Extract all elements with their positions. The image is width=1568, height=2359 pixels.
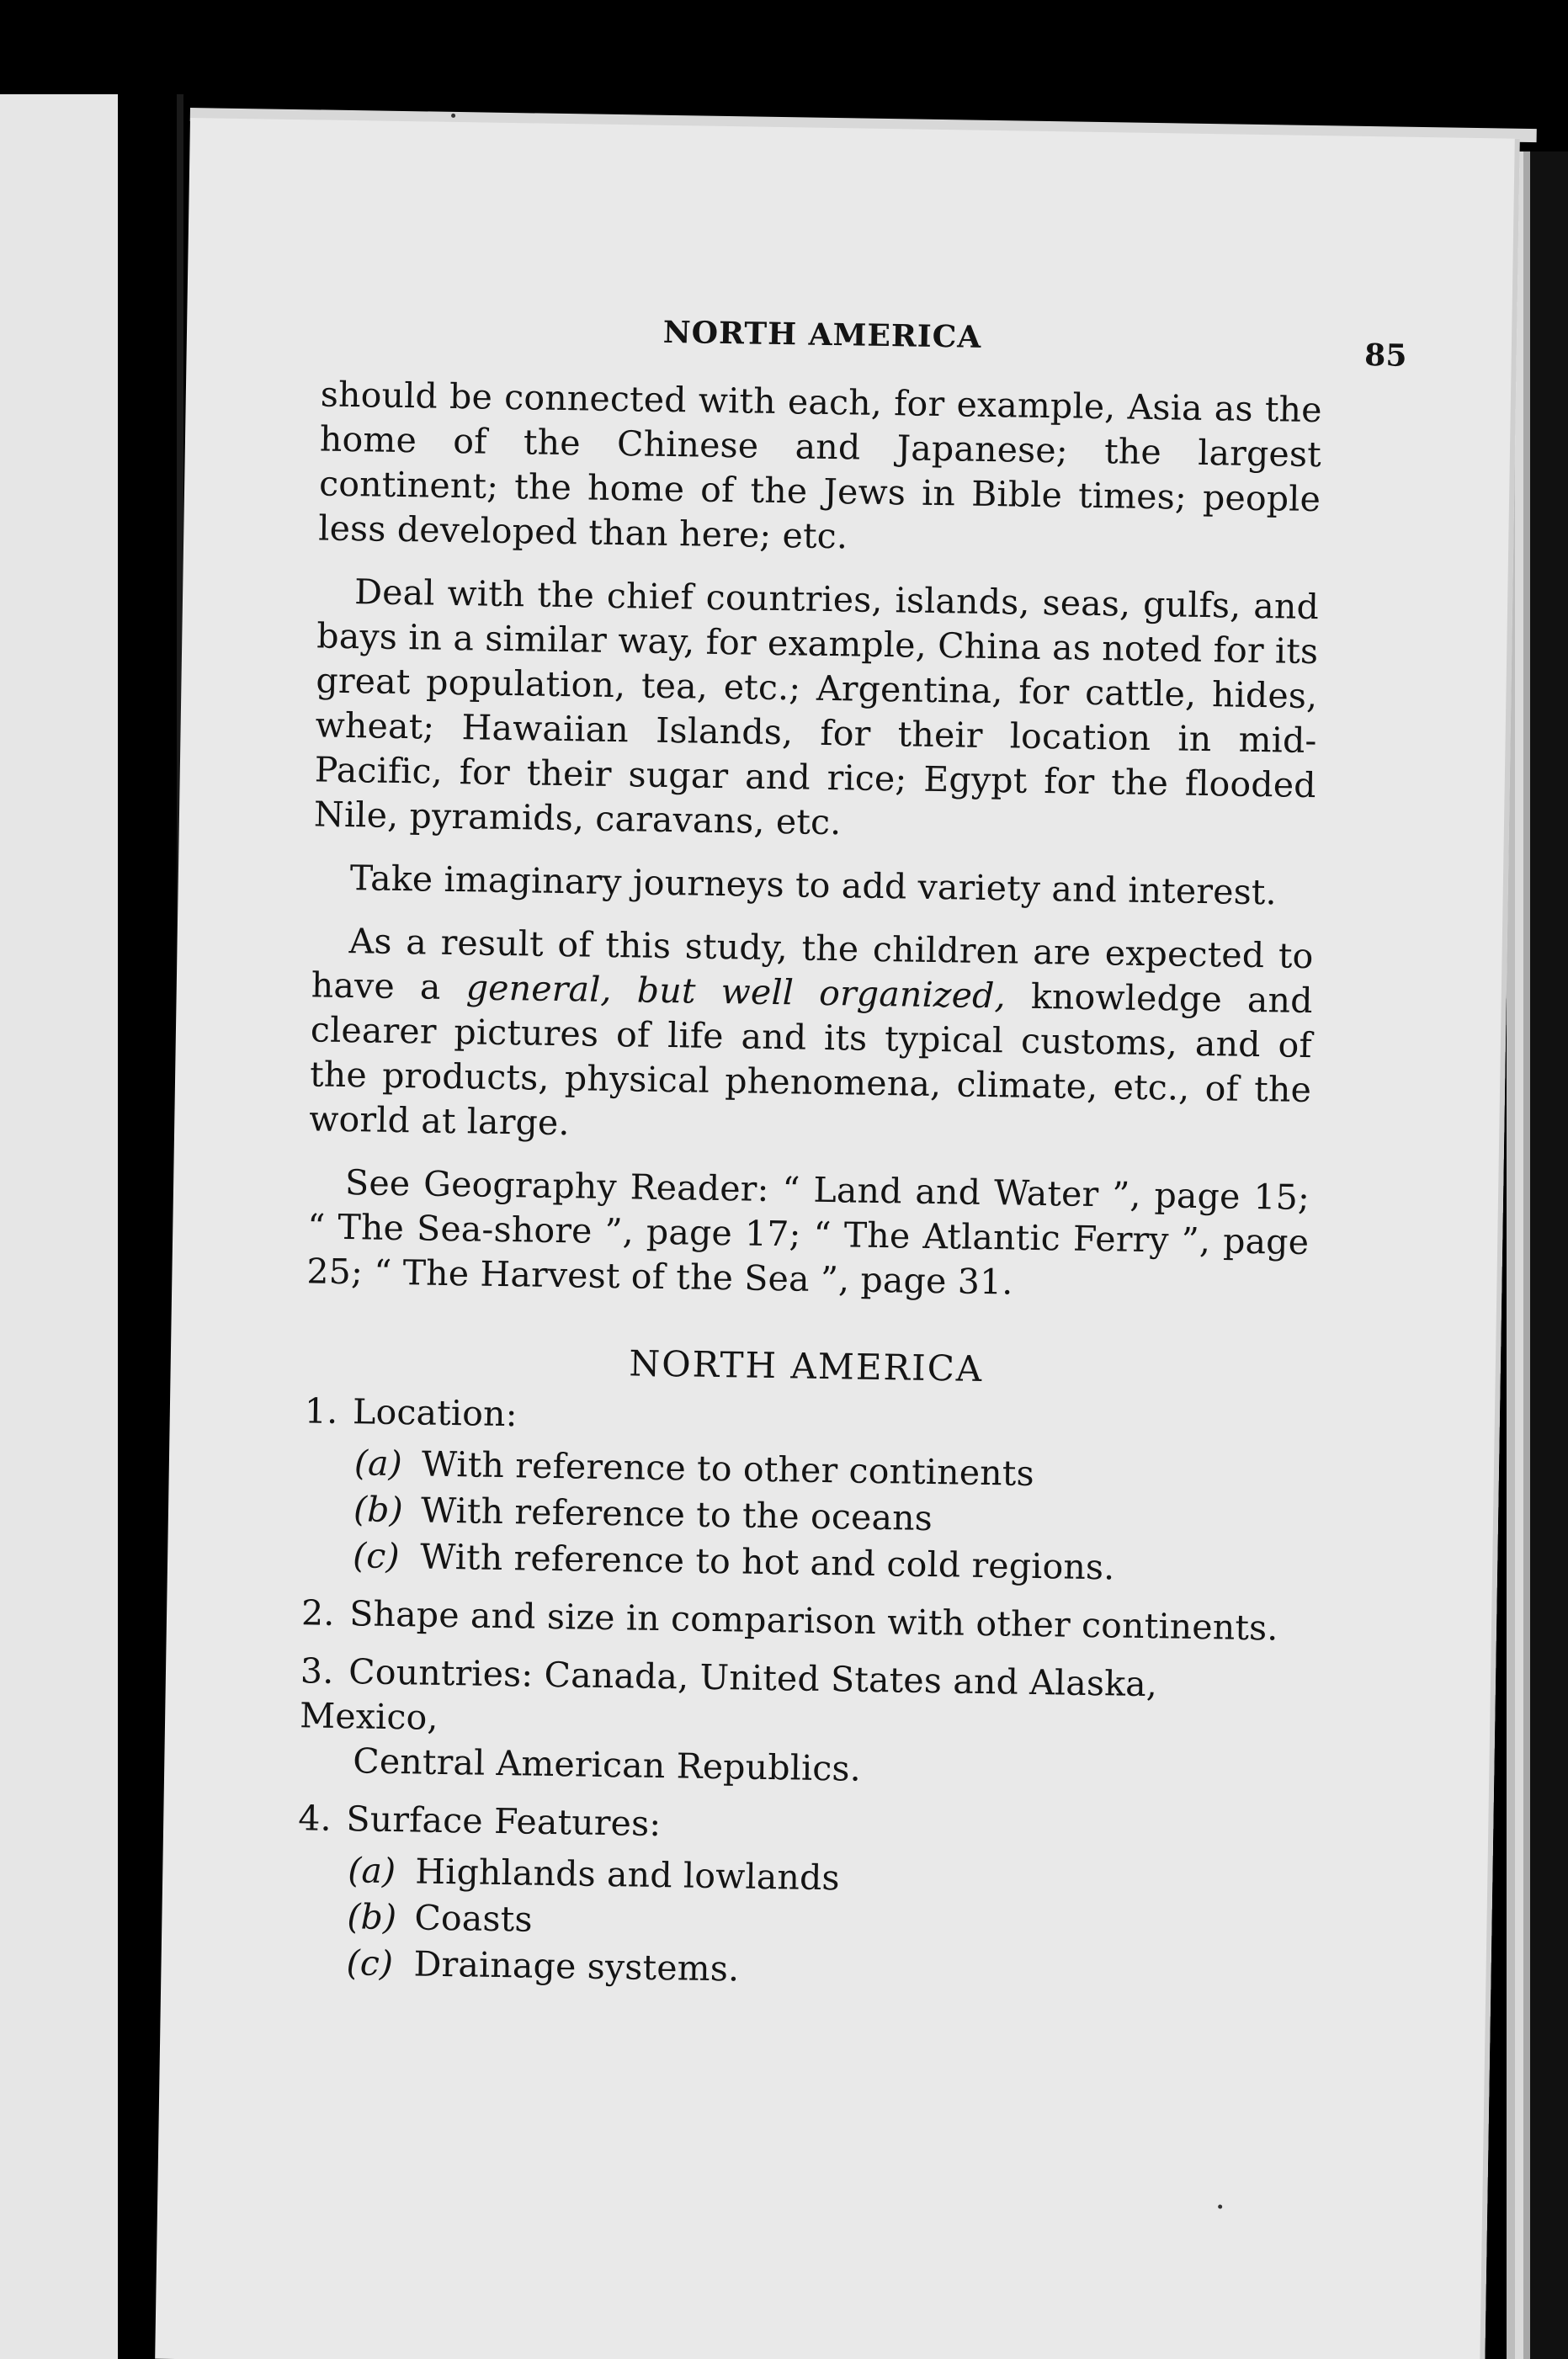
paragraph-result <box>309 918 1314 1157</box>
sub-text: Drainage systems. <box>413 1943 740 1990</box>
sub-text: Highlands and lowlands <box>414 1851 841 1899</box>
sub-letter: (b) <box>353 1489 404 1531</box>
outline-number: 4. <box>297 1798 332 1839</box>
book-page <box>155 118 1520 2359</box>
outline-item <box>295 1796 1300 2000</box>
paragraph-countries: Deal with the chief countries, islands, seas, gulfs, and bays in a similar way, for example, China as noted for its great population, tea, etc.; Argentina, for cattle, hides, wheat; Hawaiian Islands, for their location in mid-Pacific, for their sugar and rice; Egypt for the flooded Nile, pyramids, caravans, etc. <box>313 571 1320 843</box>
body-text <box>295 372 1322 2013</box>
outline-number: 1. <box>304 1390 338 1432</box>
outline-text: Location: <box>352 1391 518 1435</box>
sub-text: With reference to the oceans <box>420 1490 933 1539</box>
outline-number: 3. <box>300 1650 334 1692</box>
sub-text: With reference to other continents <box>421 1443 1035 1494</box>
sub-text: Coasts <box>414 1897 534 1940</box>
running-head <box>322 305 1408 374</box>
sub-list <box>302 1440 1305 1593</box>
outline-text: Countries: Canada, United States and Alaska, Mexico, <box>299 1651 1158 1738</box>
sub-letter: (b) <box>347 1896 397 1938</box>
sub-letter: (a) <box>347 1850 396 1892</box>
sub-letter: (c) <box>346 1942 394 1984</box>
outline-list <box>295 1389 1306 2000</box>
sub-letter: (c) <box>352 1535 401 1577</box>
outline-item <box>302 1389 1306 1593</box>
sub-text: With reference to hot and cold regions. <box>419 1536 1115 1588</box>
outline-text: Surface Features: <box>346 1798 662 1845</box>
page-stack-edges <box>1507 151 1568 2359</box>
paragraph-journeys: Take imaginary journeys to add variety and interest. <box>349 858 1278 913</box>
running-head-title: NORTH AMERICA <box>662 314 982 355</box>
result-text-after: knowledge and clearer pictures of life and its typical customs, and of the products, physical phenomena, climate, etc., of the world at large. <box>308 975 1314 1144</box>
outline-number: 2. <box>300 1592 336 1634</box>
outline-item <box>299 1649 1302 1798</box>
result-text-before: As a result of this study, the children are expected to have a <box>311 921 1314 1008</box>
section-heading: NORTH AMERICA <box>629 1342 984 1389</box>
outline-item <box>301 1591 1304 1651</box>
result-emphasis: general, but well organized, <box>465 967 1007 1017</box>
sub-list <box>295 1847 1299 2000</box>
paragraph-reader: See Geography Reader: “ Land and Water ”, page 15; “ The Sea-shore ”, page 17; “ The Atlantic Ferry ”, page 25; “ The Harvest of the Sea ”, page 31. <box>306 1162 1310 1303</box>
scan-speck <box>1218 2204 1222 2208</box>
sub-letter: (a) <box>353 1442 403 1485</box>
page-content <box>297 305 1408 1990</box>
scan-speck <box>451 114 455 118</box>
outline-text: Shape and size in comparison with other continents. <box>348 1593 1278 1649</box>
outline-continuation: Central American Republics. <box>352 1740 862 1789</box>
page-number: 85 <box>1363 337 1408 374</box>
paragraph-continents: should be connected with each, for example, Asia as the home of the Chinese and Japanese; the largest continent; the home of the Jews in Bible times; people less developed than here; etc. <box>317 374 1323 557</box>
